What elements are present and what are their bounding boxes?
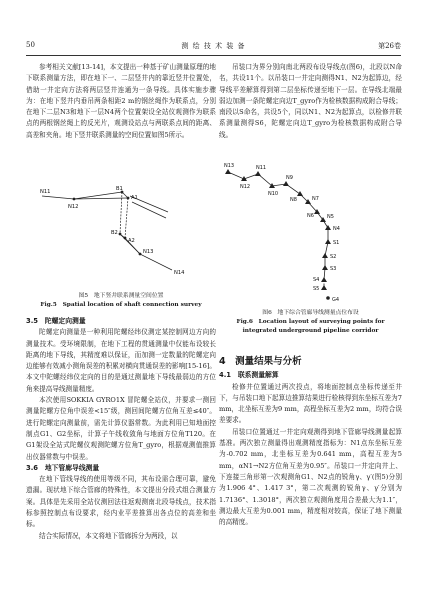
section-4-heading: 4 测量结果与分析	[219, 356, 302, 367]
fig6-label-s1: S1	[333, 240, 340, 246]
section-3-6-paragraph-2: 结合实际情况，本文将地下管廊拆分为两段，以	[39, 531, 178, 540]
figure-5-caption-cn: 图5 地下竖井联系测量空间位置	[78, 293, 164, 299]
page-header	[26, 40, 401, 52]
fig6-label-n5: N5	[327, 214, 334, 220]
fig5-line-n13-n14	[140, 254, 172, 270]
section-4-1-heading: 4.1 联系测量解算	[219, 371, 279, 380]
fig5-label-b1: B1	[116, 186, 123, 192]
fig6-label-s5: S5	[313, 286, 320, 292]
fig6-label-n4: N4	[333, 226, 340, 232]
fig6-label-n12: N12	[240, 184, 251, 190]
section-3-5-paragraph-1: 陀螺定向测量是一种利用陀螺经纬仪测定某控制网边方向的测量技术。受环境限制，在地下工程的贯通测量中仅能布设较长距离的地下导线，其精度难以保证，而加测一定数量的陀螺定向边能够有效减小测角误差的积累对横向贯通误差的影响[15-16]。本文中陀螺经纬仪定向的目的是通过测量地下导线最弱边的方位角来提高导线测量精度。	[26, 328, 216, 393]
header-rule	[26, 55, 401, 56]
fig5-upper-wall-2	[132, 202, 166, 218]
fig6-point-s3	[322, 265, 328, 270]
fig6-label-n9: N9	[286, 175, 293, 181]
fig5-point-n12	[73, 198, 76, 201]
fig5-label-a2: A2	[128, 238, 135, 244]
left-bottom-text	[26, 316, 216, 542]
figure-6-caption-cn: 图6 地下综合管廊导线测量点位布设	[262, 310, 359, 316]
right-intro-paragraph: 吊装口为界分别向南北两段布设导线点(图6)，北段以N命名，共设11个。以吊装口一井定向测得N1、N2为起算边，经导线平差解算得到第二层坐标传递至地下一层。在导线北端最弱边加测一条陀螺定向边T_gyro作为检核数据构成附合导线；南段以S命名，共设5个，同以N1、N2为起算点，以检修井联系测量测得S6，陀螺定向边T_gyro为检核数据构成附合导线。	[219, 63, 402, 139]
fig6-point-n8	[297, 191, 303, 196]
section-4-1-paragraph-1: 检修井位置通过两次投点，将地面控制点坐标传递至井下，与吊装口地下起算边推算结果进行检核得到东坐标互差为7 mm，北坐标互差为9 mm，高程坐标互差为2 mm，均符合误差要求。	[219, 382, 402, 425]
fig6-label-n13: N13	[224, 163, 235, 169]
fig5-label-n13: N13	[143, 249, 154, 255]
fig5-label-a1: A1	[131, 195, 138, 201]
figure-5-caption	[26, 292, 216, 310]
fig6-label-s2: S2	[330, 254, 337, 260]
fig6-point-n4	[325, 225, 331, 230]
fig6-label-n7: N7	[312, 196, 319, 202]
fig6-point-g4	[326, 296, 330, 300]
fig6-point-s2	[322, 253, 328, 258]
figure-5-caption-en: Fig.5 Spatial location of shaft connection survey	[40, 302, 202, 308]
left-top-text	[26, 62, 216, 141]
fig5-label-b2: B2	[111, 230, 118, 236]
section-4-1-paragraph-2: 吊装口位置通过一井定向观测得到地下管廊导线测量起算基准。两次独立测量得出观测精度指标为：N1点东坐标互差为-0.702 mm，北坐标互差为0.641 mm，高程互差为5 mm，αN1→N2方位角互差为0.95″。吊装口一井定向井上、下连接三角形第一次观测角G1、N2点的锐角γ、γ′(图5)分别为1.906 4°、1.417 3°，第二次观测的锐角γ、γ′分别为1.7136°、1.3018°，两次独立观测角度用合差最大为1.1″，测边最大互差为0.001 mm，精度相对较高，保证了地下测量的高精度。	[219, 427, 402, 527]
fig6-point-s4	[321, 277, 327, 282]
section-3-6-heading: 3.6 地下管廊导线测量	[26, 463, 100, 472]
fig5-point-b2	[119, 233, 122, 236]
fig6-point-s1	[325, 239, 331, 244]
fig5-label-n12: N12	[68, 204, 79, 210]
volume-label: 第26卷	[378, 42, 401, 50]
section-3-5-paragraph-2: 本次使用SOKKIA GYRO1X 冒陀螺全站仪，并要求一测回测量陀螺方位角中误差<15″级，测回间陀螺方位角互差≤40″。进行陀螺定向测量前，需先计算仪器常数。为此利用已知地面控制点G1、G2坐标，计算子午线收敛角与地面方位角T120。在G1架设全站式陀螺仪观测陀螺方位角T_gyro，根据观测值推算出仪器常数与中误差。	[26, 396, 216, 461]
right-bottom-text	[219, 356, 402, 528]
fig6-label-n8: N8	[290, 197, 297, 203]
fig5-label-n14: N14	[174, 270, 185, 276]
fig6-label-n11: N11	[256, 165, 267, 171]
fig6-label-n6: N6	[307, 213, 314, 219]
figure-6-diagram	[224, 138, 400, 308]
section-3-5-heading: 3.5 陀螺定向测量	[26, 317, 86, 325]
fig5-point-n13	[139, 253, 142, 256]
fig6-label-s4: S4	[313, 277, 320, 283]
fig6-label-g4: G4	[332, 297, 340, 303]
section-3-6-paragraph-1: 在地下管线导线的使用等级不同，其布设需合理可靠，避免遗漏。现状地下综合管廊的特殊性，本文提出分段式组合测量方案。具体是先采用全站仪测回法往返观测南北段导线点，技术指标参照控制点布设要求，经内业平差推算出各点位的高差和坐标。	[26, 475, 216, 529]
intro-paragraph: 参考相关文献[13-14]，本文提出一种基于矿山测量原理的地下联系测量方法，即在地下一、二层竖井内的靠近竖井位置处，借助一井定向方法将两层竖井连通为一条导线。具体实施步骤为：在地下竖井内垂吊两条相距2 m的钢丝绳作为联系点，分别在地下二层N3和地下一层N4两个位置架设全站仪观测作为联系点的两根钢丝绳上的反光片，观测设站点与两联系点间的距离、高差和夹角。地下竖井联系测量的空间位置如图5所示。	[26, 63, 216, 139]
journal-title: 测 绘 技 术 装 备	[181, 42, 246, 50]
fig6-point-n13	[225, 169, 231, 174]
figure-6-caption	[219, 309, 402, 336]
fig6-point-s5	[321, 285, 327, 290]
fig5-label-n11: N11	[40, 189, 51, 195]
fig6-point-n9	[283, 181, 289, 186]
fig5-point-a1	[127, 197, 130, 200]
right-top-text	[219, 62, 402, 141]
fig5-point-a2	[124, 237, 127, 240]
fig6-label-s3: S3	[330, 266, 337, 272]
fig6-point-n11	[255, 171, 261, 176]
fig6-label-n10: N10	[268, 191, 279, 197]
figure-5-diagram	[40, 186, 210, 289]
page-number: 50	[26, 41, 35, 49]
fig5-line-n11-n12	[42, 196, 74, 199]
fig5-wire-a	[125, 198, 128, 238]
figure-6-caption-en: Fig.6 Location layout of surveying points for integrated underground pipeline corridor	[236, 319, 385, 334]
